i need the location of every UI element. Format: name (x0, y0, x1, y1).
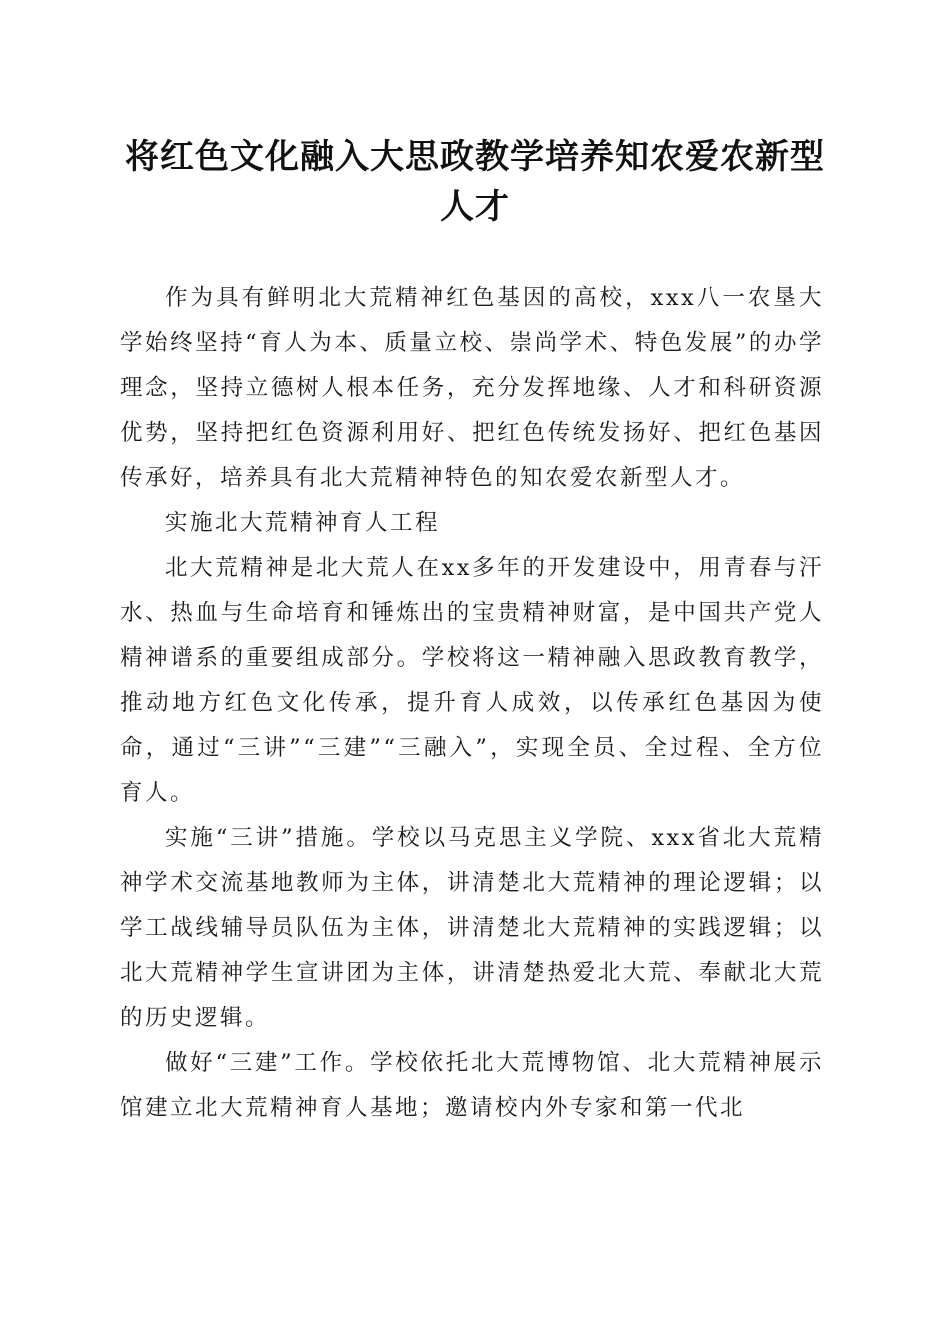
paragraph-three-lectures: 实施“三讲”措施。学校以马克思主义学院、xxx省北大荒精神学术交流基地教师为主体，讲清楚北大荒精神的理论逻辑；以学工战线辅导员队伍为主体，讲清楚北大荒精神的实践逻辑；以北大荒精神学生宣讲团为主体，讲清楚热爱北大荒、奉献北大荒的历史逻辑。 (120, 825, 824, 1031)
document-body (120, 276, 824, 1131)
paragraph-spirit: 北大荒精神是北大荒人在xx多年的开发建设中，用青春与汗水、热血与生命培育和锤炼出的宝贵精神财富，是中国共产党人精神谱系的重要组成部分。学校将这一精神融入思政教育教学，推动地方红色文化传承，提升育人成效，以传承红色基因为使命，通过“三讲”“三建”“三融入”，实现全员、全过程、全方位育人。 (120, 555, 824, 806)
paragraph-three-builds: 做好“三建”工作。学校依托北大荒博物馆、北大荒精神展示馆建立北大荒精神育人基地；邀请校内外专家和第一代北 (120, 1050, 824, 1121)
paragraph-intro: 作为具有鲜明北大荒精神红色基因的高校，xxx八一农垦大学始终坚持“育人为本、质量立校、崇尚学术、特色发展”的办学理念，坚持立德树人根本任务，充分发挥地缘、人才和科研资源优势，坚持把红色资源利用好、把红色传统发扬好、把红色基因传承好，培养具有北大荒精神特色的知农爱农新型人才。 (120, 285, 824, 491)
document-title (100, 132, 850, 232)
title-line-2: 人才 (440, 187, 510, 227)
title-line-1: 将红色文化融入大思政教学培养知农爱农新型 (125, 137, 825, 177)
section-heading: 实施北大荒精神育人工程 (165, 510, 441, 536)
